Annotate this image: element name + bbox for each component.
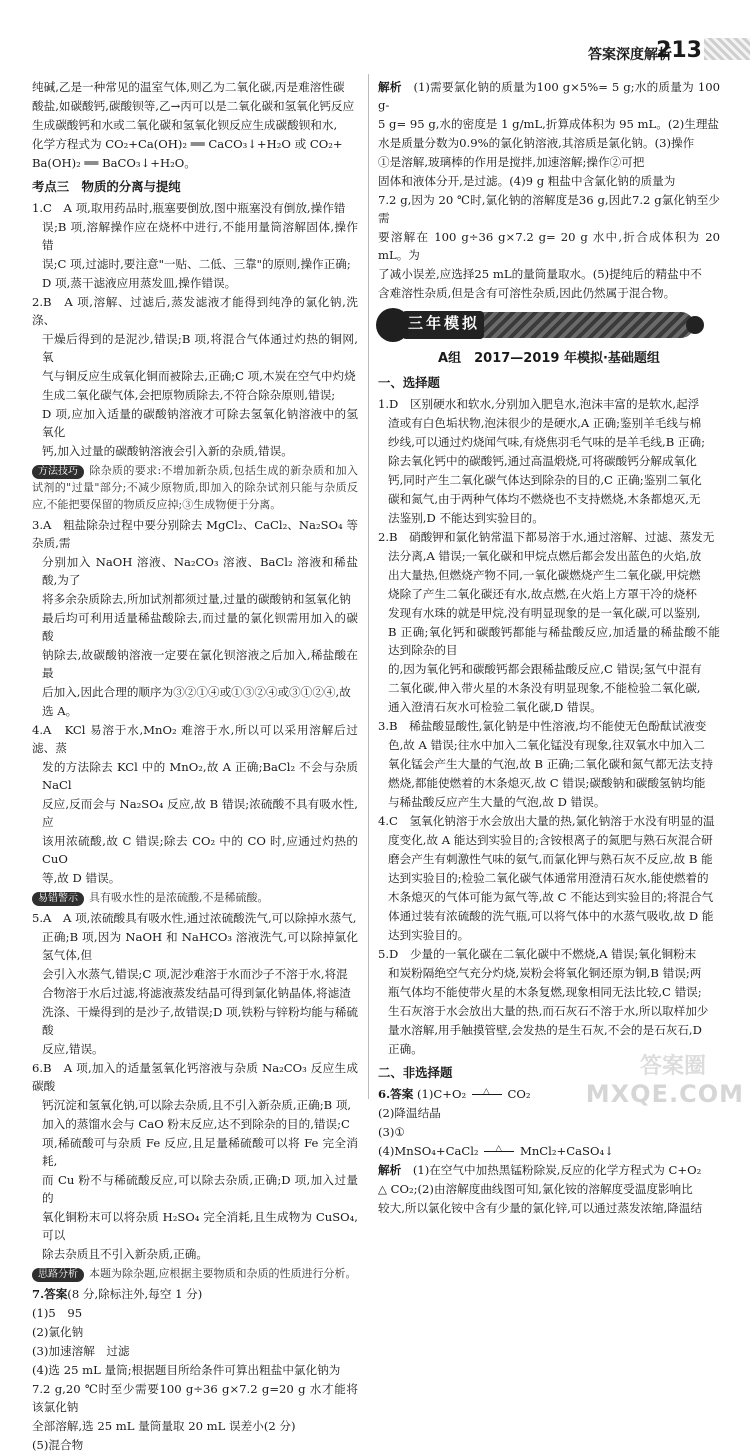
question-1	[32, 199, 358, 292]
text-line: 等,故 D 错误。	[42, 871, 121, 885]
text-line: B 正确;氧化钙和碳酸钙都能与稀盐酸反应,加适量的稀盐酸不能达到除杂的目	[388, 625, 720, 657]
equation-arrow	[484, 1144, 514, 1154]
text-line: 烧除了产生二氧化碳还有水,故点燃,在火焰上方罩干冷的烧杯	[388, 587, 697, 601]
text-line: 反应,反而会与 Na₂SO₄ 反应,故 B 错误;浓硫酸不具有吸水性,应	[42, 797, 358, 829]
text-line: 5.A A 项,浓硫酸具有吸水性,通过浓硫酸洗气,可以除掉水蒸气,	[32, 911, 357, 925]
question-r3	[378, 717, 720, 811]
question-r5	[378, 945, 720, 1058]
text-line: 2.B 硝酸钾和氯化钠常温下都易溶于水,通过溶解、过滤、蒸发无	[378, 530, 715, 544]
answer-score: (8 分,除标注外,每空 1 分)	[67, 1287, 203, 1301]
text-line: 法鉴别,D 不能达到实验目的。	[388, 511, 544, 525]
text-line: 渣或有白色垢状物,泡沫很少的是硬水,A 正确;鉴别羊毛线与棉	[388, 416, 702, 430]
text-line: 除去杂质且不引入新杂质,正确。	[42, 1247, 208, 1261]
text-line: 合物溶于水后过滤,将滤液蒸发结晶可得到氯化钠晶体,将滤渣	[42, 986, 351, 1000]
text-line: 6.B A 项,加入的适量氢氧化钙溶液与杂质 Na₂CO₃ 反应生成碳酸	[32, 1061, 358, 1093]
analysis-label: 解析	[378, 80, 402, 94]
three-year-simulation-banner	[378, 308, 720, 342]
text-line: 体通过装有浓硫酸的洗气瓶,可以将气体中的水蒸气吸收,故 D 能	[388, 909, 714, 923]
text-line: 含难溶性杂质,但是含有可溶性杂质,因此仍然属于混合物。	[378, 286, 676, 300]
answer-label: 6.答案	[378, 1087, 414, 1101]
text-line: 磨会产生有刺激性气味的氨气,而氯化钾与熟石灰不反应,故 B 能	[388, 852, 713, 866]
text-line: 会引入水蒸气,错误;C 项,泥沙难溶于水而沙子不溶于水,将混	[42, 967, 348, 981]
text-line: 1.C A 项,取用药品时,瓶塞要倒放,图中瓶塞没有倒放,操作错	[32, 201, 346, 215]
analysis-7	[378, 78, 720, 302]
text-line: (2)氯化钠	[32, 1325, 84, 1339]
condition-mark: △	[495, 1144, 503, 1154]
section-heading: 二、非选择题	[378, 1065, 453, 1080]
error-warning-note	[32, 889, 358, 906]
question-r4	[378, 812, 720, 944]
text-line: D 项,蒸干滤液应用蒸发皿,操作错误。	[42, 276, 237, 290]
column-divider	[368, 74, 369, 1099]
section-heading: 一、选择题	[378, 375, 440, 390]
text-line: 除去氧化钙中的碳酸钙,通过高温煅烧,可将碳酸钙分解成氧化	[388, 454, 697, 468]
text-line: 纱线,可以通过灼烧闻气味,有烧焦羽毛气味的是羊毛线,B 正确;	[388, 435, 706, 449]
intro-block	[32, 78, 358, 172]
text-line: 碳和氮气,由于两种气体均不燃烧也不支持燃烧,木条都熄灭,无	[388, 492, 701, 506]
text-line: 2.B A 项,溶解、过滤后,蒸发滤液才能得到纯净的氯化钠,洗涤、	[32, 295, 358, 327]
text-line: 色,故 A 错误;往水中加入二氧化锰没有现象,往双氧水中加入二	[388, 738, 705, 752]
text-line: 达到实验目的;检验二氧化碳气体通常用澄清石灰水,能使燃着的	[388, 871, 709, 885]
text-line: 纯碱,乙是一种常见的温室气体,则乙为二氧化碳,丙是难溶性碳	[32, 80, 345, 94]
text-span: (1)需要氯化钠的质量为100 g×5%= 5 g;水的质量为 100 g-	[378, 80, 720, 112]
question-7	[32, 1285, 358, 1454]
text-line: 发的方法除去 KCl 中的 MnO₂,故 A 正确;BaCl₂ 不会与杂质 NaCl	[42, 760, 358, 792]
text-line: 了减小误差,应选择25 mL的量筒量取水。(5)提纯后的精盐中不	[378, 267, 702, 281]
text-line: ①是溶解,玻璃棒的作用是搅拌,加速溶解;操作②可把	[378, 155, 645, 169]
text-line: 二氧化碳,伸入带火星的木条没有明显现象,不能检验二氧化碳,	[388, 681, 701, 695]
text-line: 达到实验目的。	[388, 928, 470, 942]
text-line	[378, 1161, 720, 1179]
text-line: 固体和液体分开,是过滤。(4)9 g 粗盐中含氯化钠的质量为	[378, 174, 676, 188]
text-line: 1.D 区别硬水和软水,分别加入肥皂水,泡沫丰富的是软水,起浮	[378, 397, 700, 411]
text-line: 3.B 稀盐酸显酸性,氯化钠是中性溶液,均不能使无色酚酞试液变	[378, 719, 707, 733]
text-line: 洗涤、干燥得到的是沙子,故错误;D 项,铁粉与锌粉均能与稀硫酸	[42, 1005, 358, 1037]
text-line: 较大,所以氯化铵中含有少量的氯化锌,可以通过蒸发浓缩,降温结	[378, 1201, 703, 1215]
question-6	[32, 1059, 358, 1263]
text-line: 水是质量分数为0.9%的氯化钠溶液,其溶质是氯化钠。(3)操作	[378, 136, 695, 150]
approach-tag: 思路分析	[32, 1268, 84, 1282]
text-line: △ CO₂;(2)由溶解度曲线图可知,氯化铵的溶解度受温度影响比	[378, 1182, 693, 1196]
analysis-label: 解析	[378, 1163, 402, 1177]
question-5	[32, 909, 358, 1058]
text-span: (1)在空气中加热黑锰粉除炭,反应的化学方程式为 C+O₂	[412, 1163, 702, 1177]
text-line: 要溶解在 100 g÷36 g×7.2 g= 20 g 水中,折合成体积为 20 mL。为	[378, 230, 720, 262]
text-line: 的,因为氧化钙和碳酸钙都会跟稀盐酸反应,C 错误;氢气中混有	[388, 662, 702, 676]
text-line: 法分离,A 错误;一氧化碳和甲烷点燃后都会发出蓝色的火焰,放	[388, 549, 702, 563]
text-line: (3)加速溶解 过滤	[32, 1344, 130, 1358]
text-line: 将多余杂质除去,所加试剂都须过量,过量的碳酸钠和氢氧化钠	[42, 592, 351, 606]
page-number: 213	[656, 38, 702, 63]
text-line: 4.C 氢氧化钠溶于水会放出大量的热,氯化钠溶于水没有明显的温	[378, 814, 715, 828]
left-column	[32, 78, 358, 1455]
text-line: 分别加入 NaOH 溶液、Na₂CO₃ 溶液、BaCl₂ 溶液和稀盐酸,为了	[42, 555, 358, 587]
text-line: 燃烧,都能使燃着的木条熄灭,故 C 错误;碳酸钠和碳酸氢钠均能	[388, 776, 706, 790]
text-line: 出大量热,但燃烧产物不同,一氧化碳燃烧产生二氧化碳,甲烷燃	[388, 568, 701, 582]
text-line: 7.2 g,20 ℃时至少需要100 g÷36 g×7.2 g=20 g 水才能将该氯化钠	[32, 1382, 358, 1414]
text-line: 正确。	[388, 1042, 423, 1056]
text-line: 钙,同时产生二氧化碳气体达到除杂的目的,C 正确;鉴别二氧化	[388, 473, 702, 487]
text-line: D 项,应加入适量的碳酸钠溶液才可除去氢氧化钠溶液中的氢氧化	[42, 407, 358, 439]
watermark-logo: 答案圈	[639, 1054, 706, 1079]
text-line: 干燥后得到的是泥沙,错误;B 项,将混合气体通过灼热的铜网,氧	[42, 332, 358, 364]
equation-left: (1)C+O₂	[416, 1087, 467, 1101]
text-line: 误;C 项,过滤时,要注意"一贴、二低、三靠"的原则,操作正确;	[42, 257, 351, 271]
text-line: 生成二氧化碳气体,会把原物质除去,不符合除杂原则,错误;	[42, 388, 336, 402]
text-line: 气与铜反应生成氧化铜而被除去,正确;C 项,木炭在空气中灼烧	[42, 369, 356, 383]
text-line: 项,稀硫酸可与杂质 Fe 反应,且足量稀硫酸可以将 Fe 完全消耗,	[42, 1136, 358, 1168]
question-r1	[378, 395, 720, 527]
text-line: (2)降温结晶	[378, 1106, 441, 1120]
equation-right: MnCl₂+CaSO₄↓	[519, 1144, 614, 1158]
question-3	[32, 516, 358, 720]
text-line: 全部溶解,选 25 mL 量筒量取 20 mL 误差小(2 分)	[32, 1419, 296, 1433]
method-tip-note	[32, 462, 358, 513]
text-line: 5.D 少量的一氧化碳在二氧化碳中不燃烧,A 错误;氧化铜粉末	[378, 947, 697, 961]
error-warning-tag: 易错警示	[32, 892, 84, 906]
question-2	[32, 293, 358, 460]
text-line: 和炭粉隔绝空气充分灼烧,炭粉会将氧化铜还原为铜,B 错误;两	[388, 966, 702, 980]
text-line: 钙沉淀和氢氧化钠,可以除去杂质,且不引入新杂质,正确;B 项,	[42, 1098, 352, 1112]
equation-arrow	[472, 1087, 502, 1097]
text-line: Ba(OH)₂ ══ BaCO₃↓+H₂O。	[32, 156, 196, 170]
text-line: 而 Cu 粉不与稀硫酸反应,可以除去杂质,正确;D 项,加入过量的	[42, 1173, 358, 1205]
text-line: 度变化,故 A 能达到实验目的;含铵根离子的氮肥与熟石灰混合研	[388, 833, 713, 847]
answer-line	[378, 1142, 720, 1160]
text-line: 化学方程式为 CO₂+Ca(OH)₂ ══ CaCO₃↓+H₂O 或 CO₂+	[32, 137, 343, 151]
text-line: 最后均可利用适量稀盐酸除去,而过量的氯化钡需用加入的碳酸	[42, 611, 358, 643]
answer-label: 7.答案	[32, 1287, 68, 1301]
page-header	[0, 0, 750, 62]
text-line: 3.A 粗盐除杂过程中要分别除去 MgCl₂、CaCl₂、Na₂SO₄ 等杂质,需	[32, 518, 358, 550]
answer-header	[32, 1285, 358, 1303]
text-line: 酸盐,如碳酸钙,碳酸钡等,乙→丙可以是二氧化碳和氢氧化钙反应	[32, 99, 355, 113]
question-4	[32, 721, 358, 887]
text-line: 与稀盐酸反应产生大量的气泡,故 D 错误。	[388, 795, 606, 809]
text-line: 5 g= 95 g,水的密度是 1 g/mL,折算成体积为 95 mL。(2)生理盐	[378, 117, 720, 131]
text-line: 该用浓硫酸,故 C 错误;除去 CO₂ 中的 CO 时,应通过灼热的 CuO	[42, 834, 358, 866]
condition-mark: △	[482, 1087, 490, 1097]
text-line: 量水溶解,用手触摸管壁,会发热的是生石灰,不会的是石灰石,D	[388, 1023, 702, 1037]
equation-right: CO₂	[507, 1087, 531, 1101]
text-line: 生成碳酸钙和水或二氧化碳和氢氧化钡反应生成碳酸钡和水,	[32, 118, 338, 132]
question-r2	[378, 528, 720, 716]
group-title: A组 2017—2019 年模拟·基础题组	[438, 351, 660, 366]
text-line: 误;B 项,溶解操作应在烧杯中进行,不能用量筒溶解固体,操作错	[42, 220, 358, 252]
banner-title: 三年模拟	[408, 314, 481, 332]
text-line: 7.2 g,因为 20 ℃时,氯化钠的溶解度是36 g,因此7.2 g氯化钠至少需	[378, 193, 720, 225]
equation-left: (4)MnSO₄+CaCl₂	[378, 1144, 479, 1158]
text-line: (4)选 25 mL 量筒;根据题目所给条件可算出粗盐中氯化钠为	[32, 1363, 341, 1377]
text-line: (1)5 95	[32, 1306, 83, 1320]
text-line: 钠除去,故碳酸钠溶液一定要在氯化钡溶液之后加入,稀盐酸在最	[42, 648, 358, 680]
method-tip-tag: 方法技巧	[32, 465, 84, 479]
text-line: 木条熄灭的气体可能为氮气等,故 C 不能达到实验目的;将混合气	[388, 890, 714, 904]
text-line: 选 A。	[42, 704, 78, 718]
text-line: 瓶气体均不能使带火星的木条复燃,现象相同无法比较,C 错误;	[388, 985, 702, 999]
note-text: 除杂质的要求:不增加新杂质,包括生成的新杂质和加入试剂的"过量"部分;不减少原物质,即加入的除杂试剂只能与杂质反应,不能把要保留的物质反应掉;③生成物便于分离。	[32, 464, 358, 511]
text-line: (3)①	[378, 1125, 405, 1139]
text-line: 正确;B 项,因为 NaOH 和 NaHCO₃ 溶液洗气,可以除掉氯化氢气体,但	[42, 930, 358, 962]
banner-end-dot	[686, 316, 704, 334]
text-line: 钙,加入过量的碳酸钠溶液会引入新的杂质,错误。	[42, 444, 293, 458]
note-text: 本题为除杂题,应根据主要物质和杂质的性质进行分析。	[89, 1267, 357, 1280]
approach-note	[32, 1265, 358, 1282]
right-column	[378, 78, 720, 1218]
text-line: 发现有水珠的就是甲烷,没有明显现象的是一氧化碳,可以鉴别,	[388, 606, 701, 620]
text-line: 加入的蒸馏水会与 CaO 粉末反应,达不到除杂的目的,错误;C	[42, 1117, 350, 1131]
text-line: 反应,错误。	[42, 1042, 104, 1056]
section-heading: 考点三 物质的分离与提纯	[32, 179, 181, 194]
header-title: 答案深度解析	[588, 47, 672, 63]
text-line: (5)混合物	[32, 1438, 84, 1452]
text-line: 后加入,因此合理的顺序为③②①④或①③②④或③①②④,故	[42, 685, 351, 699]
text-line: 生石灰溶于水会放出大量的热,而石灰石不溶于水,所以取样加少	[388, 1004, 709, 1018]
text-line	[378, 78, 720, 114]
note-text: 具有吸水性的是浓硫酸,不是稀硫酸。	[89, 891, 269, 904]
text-line: 4.A KCl 易溶于水,MnO₂ 难溶于水,所以可以采用溶解后过滤、蒸	[32, 723, 358, 755]
header-decoration	[704, 38, 750, 60]
banner-mascot-icon	[376, 308, 410, 342]
watermark-text: MXQE.COM	[585, 1080, 744, 1108]
text-line: 氧化锰会产生大量的气泡,故 B 正确;二氧化碳和氮气都无法支持	[388, 757, 713, 771]
text-line: 氧化铜粉末可以将杂质 H₂SO₄ 完全消耗,且生成物为 CuSO₄,可以	[42, 1210, 358, 1242]
text-line: 通入澄清石灰水可检验二氧化碳,D 错误。	[388, 700, 602, 714]
